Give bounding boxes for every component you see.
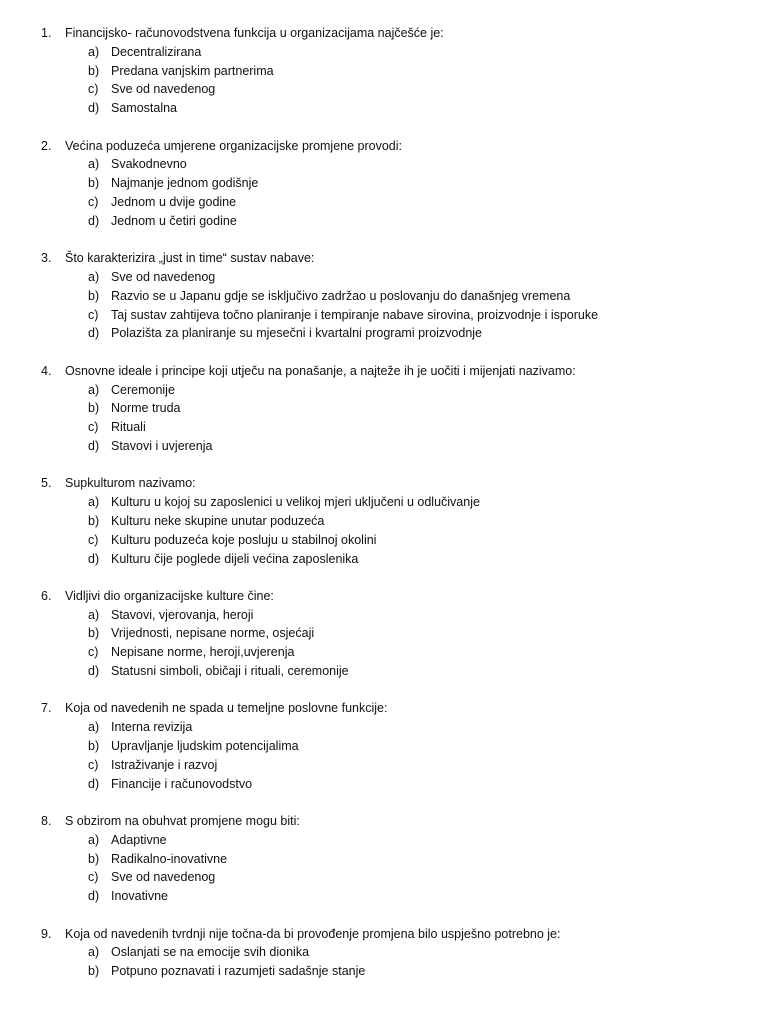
question-number: 1. <box>41 26 52 40</box>
answer-option <box>0 831 768 850</box>
option-letter: b) <box>88 964 100 979</box>
question-text: Osnovne ideale i principe koji utječu na ponašanje, a najteže ih je uočiti i mijenjati nazivamo: <box>65 363 576 378</box>
question-block <box>0 925 768 981</box>
option-text: Stavovi i uvjerenja <box>111 438 213 453</box>
option-letter: b) <box>88 626 100 641</box>
answer-option <box>0 643 768 662</box>
answer-option <box>0 531 768 550</box>
answer-option <box>0 62 768 81</box>
question-line <box>0 587 768 606</box>
answer-option <box>0 437 768 456</box>
question-block <box>0 24 768 118</box>
option-text: Taj sustav zahtijeva točno planiranje i tempiranje nabave sirovina, proizvodnje i isporuke <box>111 307 599 322</box>
answer-option <box>0 962 768 981</box>
question-number: 7. <box>41 701 52 716</box>
question-line <box>0 474 768 493</box>
option-text: Kulturu poduzeća koje posluju u stabilnoj okolini <box>111 532 377 547</box>
option-text: Inovativne <box>111 889 168 904</box>
option-letter: d) <box>88 889 100 904</box>
question-block <box>0 362 768 456</box>
question-number: 4. <box>41 363 52 378</box>
option-text: Sve od navedenog <box>111 269 216 284</box>
question-number: 2. <box>41 138 52 153</box>
option-letter: b) <box>88 176 100 191</box>
option-text: Nepisane norme, heroji,uvjerenja <box>111 645 295 660</box>
question-line <box>0 249 768 268</box>
option-letter: d) <box>88 213 100 228</box>
option-letter: b) <box>88 513 100 528</box>
answer-option <box>0 868 768 887</box>
option-letter: c) <box>88 420 99 435</box>
option-text: Najmanje jednom godišnje <box>111 176 259 191</box>
answer-option <box>0 324 768 343</box>
option-letter: a) <box>88 832 100 847</box>
question-block <box>0 249 768 343</box>
answer-option <box>0 550 768 569</box>
option-text: Upravljanje ljudskim potencijalima <box>111 739 299 754</box>
question-line <box>0 812 768 831</box>
option-letter: a) <box>88 382 100 397</box>
option-letter: c) <box>88 307 99 322</box>
question-line <box>0 24 768 43</box>
option-letter: d) <box>88 664 100 679</box>
option-text: Oslanjati se na emocije svih dionika <box>111 945 310 960</box>
option-text: Interna revizija <box>111 720 193 735</box>
answer-option <box>0 43 768 62</box>
answer-option <box>0 418 768 437</box>
option-letter: b) <box>88 63 100 78</box>
question-text: Koja od navedenih ne spada u temeljne poslovne funkcije: <box>65 701 388 716</box>
option-letter: a) <box>88 607 100 622</box>
question-number: 5. <box>41 476 52 491</box>
question-number: 3. <box>41 251 52 266</box>
option-letter: c) <box>88 645 99 660</box>
option-letter: b) <box>88 739 100 754</box>
option-text: Kulturu u kojoj su zaposlenici u velikoj mjeri uključeni u odlučivanje <box>111 495 480 510</box>
answer-option <box>0 193 768 212</box>
answer-option <box>0 212 768 231</box>
option-letter: a) <box>88 269 100 284</box>
option-text: Razvio se u Japanu gdje se isključivo zadržao u poslovanju do današnjeg vremena <box>111 288 571 303</box>
option-letter: c) <box>88 194 99 209</box>
option-letter: a) <box>88 44 100 59</box>
answer-option <box>0 80 768 99</box>
question-text: S obzirom na obuhvat promjene mogu biti: <box>65 814 300 829</box>
answer-option <box>0 399 768 418</box>
option-letter: a) <box>88 945 100 960</box>
option-text: Ceremonije <box>111 382 175 397</box>
answer-option <box>0 306 768 325</box>
answer-option <box>0 606 768 625</box>
option-letter: d) <box>88 438 100 453</box>
question-text: Što karakterizira „just in time“ sustav nabave: <box>65 251 315 266</box>
question-line <box>0 137 768 156</box>
answer-option <box>0 268 768 287</box>
option-text: Rituali <box>111 420 146 435</box>
answer-option <box>0 493 768 512</box>
option-letter: b) <box>88 288 100 303</box>
answer-option <box>0 624 768 643</box>
option-text: Decentralizirana <box>111 44 202 59</box>
answer-option <box>0 887 768 906</box>
question-block <box>0 137 768 231</box>
question-text: Financijsko- računovodstvena funkcija u organizacijama najčešće je: <box>65 26 444 40</box>
option-text: Sve od navedenog <box>111 82 216 97</box>
answer-option <box>0 737 768 756</box>
option-letter: c) <box>88 870 99 885</box>
question-block <box>0 699 768 793</box>
option-letter: c) <box>88 757 99 772</box>
option-letter: b) <box>88 401 100 416</box>
option-text: Potpuno poznavati i razumjeti sadašnje stanje <box>111 964 366 979</box>
answer-option <box>0 381 768 400</box>
option-text: Sve od navedenog <box>111 870 216 885</box>
question-line <box>0 925 768 944</box>
option-text: Financije i računovodstvo <box>111 776 253 791</box>
question-number: 6. <box>41 588 52 603</box>
option-text: Norme truda <box>111 401 181 416</box>
option-text: Svakodnevno <box>111 157 187 172</box>
option-text: Vrijednosti, nepisane norme, osjećaji <box>111 626 315 641</box>
option-text: Jednom u četiri godine <box>111 213 237 228</box>
question-text: Supkulturom nazivamo: <box>65 476 196 491</box>
option-letter: d) <box>88 101 100 116</box>
question-text: Koja od navedenih tvrdnji nije točna-da bi provođenje promjena bilo uspješno potrebno je: <box>65 926 561 941</box>
option-letter: b) <box>88 851 100 866</box>
answer-option <box>0 756 768 775</box>
option-letter: a) <box>88 720 100 735</box>
option-text: Kulturu neke skupine unutar poduzeća <box>111 513 325 528</box>
answer-option <box>0 775 768 794</box>
option-text: Predana vanjskim partnerima <box>111 63 274 78</box>
question-text: Većina poduzeća umjerene organizacijske promjene provodi: <box>65 138 403 153</box>
option-text: Polazišta za planiranje su mjesečni i kvartalni programi proizvodnje <box>111 326 483 341</box>
option-letter: c) <box>88 82 99 97</box>
question-number: 8. <box>41 814 52 829</box>
answer-option <box>0 174 768 193</box>
option-letter: d) <box>88 326 100 341</box>
option-letter: a) <box>88 157 100 172</box>
option-text: Stavovi, vjerovanja, heroji <box>111 607 254 622</box>
question-block <box>0 474 768 568</box>
option-letter: d) <box>88 551 100 566</box>
option-text: Statusni simboli, običaji i rituali, ceremonije <box>111 664 349 679</box>
answer-option <box>0 512 768 531</box>
option-letter: c) <box>88 532 99 547</box>
question-text: Vidljivi dio organizacijske kulture čine: <box>65 588 274 603</box>
question-line <box>0 699 768 718</box>
option-letter: d) <box>88 776 100 791</box>
question-block <box>0 812 768 906</box>
question-number: 9. <box>41 926 52 941</box>
answer-option <box>0 718 768 737</box>
option-text: Samostalna <box>111 101 178 116</box>
answer-option <box>0 287 768 306</box>
answer-option <box>0 155 768 174</box>
answer-option <box>0 99 768 118</box>
option-letter: a) <box>88 495 100 510</box>
option-text: Jednom u dvije godine <box>111 194 237 209</box>
answer-option <box>0 943 768 962</box>
option-text: Istraživanje i razvoj <box>111 757 218 772</box>
answer-option <box>0 662 768 681</box>
answer-option <box>0 850 768 869</box>
question-list <box>0 24 768 1000</box>
option-text: Kulturu čije poglede dijeli većina zaposlenika <box>111 551 359 566</box>
question-block <box>0 587 768 681</box>
option-text: Radikalno-inovativne <box>111 851 228 866</box>
option-text: Adaptivne <box>111 832 167 847</box>
question-line <box>0 362 768 381</box>
